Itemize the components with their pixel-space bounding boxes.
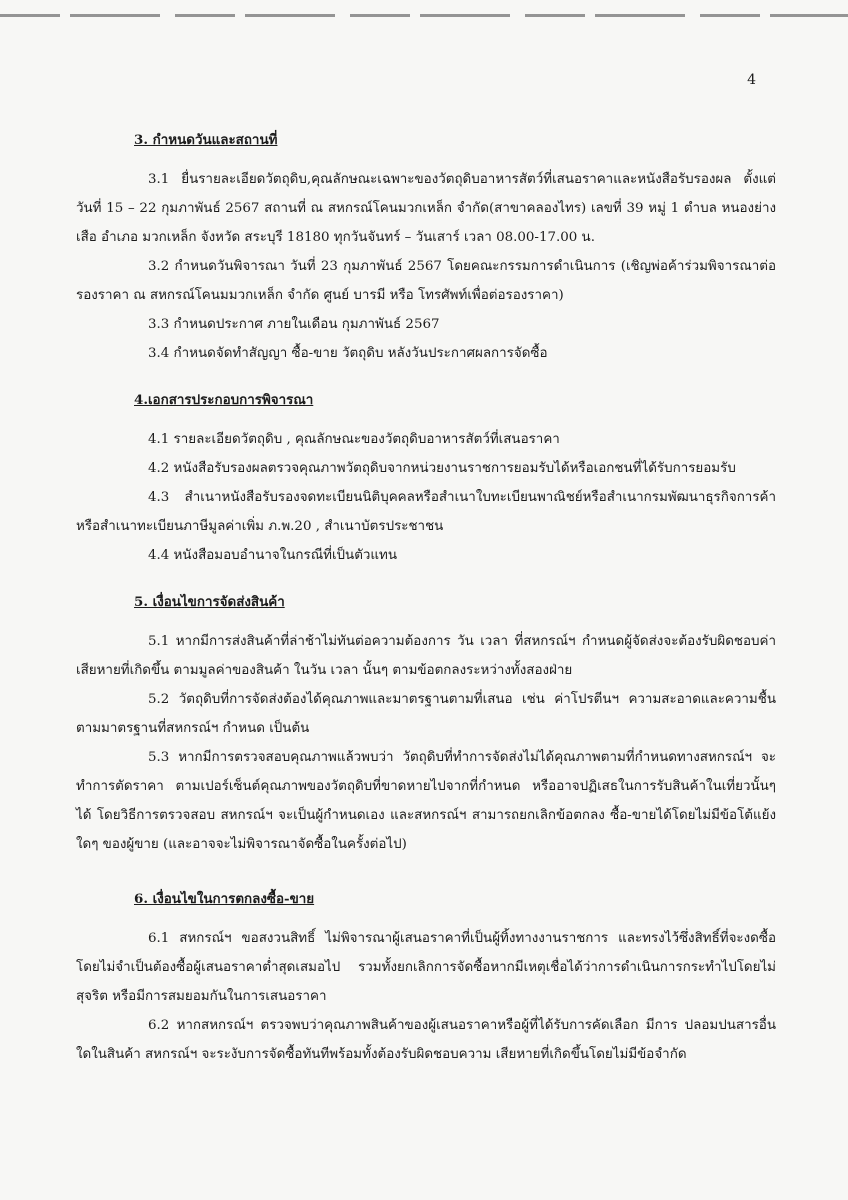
scan-edge-artifact [0, 14, 848, 17]
paragraph-3-1: 3.1 ยื่นรายละเอียดวัตถุดิบ,คุณลักษณะเฉพาะของวัตถุดิบอาหารสัตว์ที่เสนอราคาและหนังสือรับรองผล ตั้งแต่วันที่ 15 – 22 กุมภาพันธ์ 2567 สถานที่ ณ สหกรณ์โคนมวกเหล็ก จำกัด(สาขาคลองไทร) เลขที่ 39 หมู่ 1 ตำบล หนองย่างเสือ อำเภอ มวกเหล็ก จังหวัด สระบุรี 18180 ทุกวันจันทร์ – วันเสาร์ เวลา 08.00-17.00 น. [76, 172, 776, 245]
page-number: 4 [747, 72, 756, 88]
section-title-5: 5. เงื่อนไขการจัดส่งสินค้า [134, 594, 285, 610]
paragraph-5-3: 5.3 หากมีการตรวจสอบคุณภาพแล้วพบว่า วัตถุดิบที่ทำการจัดส่งไม่ได้คุณภาพตามที่กำหนดทางสหกรณ์ฯ จะทำการตัดราคา ตามเปอร์เซ็นต์คุณภาพของวัตถุดิบที่ขาดหายไปจากที่กำหนด หรืออาจปฏิเสธในการรับสินค้าในเที่ยวนั้นๆ ได้ โดยวิธีการตรวจสอบ สหกรณ์ฯ จะเป็นผู้กำหนดเอง และสหกรณ์ฯ สามารถยกเลิกข้อตกลง ซื้อ-ขายได้โดยไม่มีข้อโต้แย้งใดๆ ของผู้ขาย (และอาจจะไม่พิจารณาจัดซื้อในครั้งต่อไป) [76, 750, 776, 852]
paragraph-5-1: 5.1 หากมีการส่งสินค้าที่ล่าช้าไม่ทันต่อความต้องการ วัน เวลา ที่สหกรณ์ฯ กำหนดผู้จัดส่งจะต้องรับผิดชอบค่าเสียหายที่เกิดขึ้น ตามมูลค่าของสินค้า ในวัน เวลา นั้นๆ ตามข้อตกลงระหว่างทั้งสองฝ่าย [76, 634, 776, 678]
paragraph-3-2: 3.2 กำหนดวันพิจารณา วันที่ 23 กุมภาพันธ์ 2567 โดยคณะกรรมการดำเนินการ (เชิญพ่อค้าร่วมพิจารณาต่อรองราคา ณ สหกรณ์โคนมมวกเหล็ก จำกัด ศูนย์ บารมี หรือ โทรศัพท์เพื่อต่อรองราคา) [76, 259, 776, 303]
section-title-6: 6. เงื่อนไขในการตกลงซื้อ-ขาย [134, 891, 315, 907]
paragraph-4-2: 4.2 หนังสือรับรองผลตรวจคุณภาพวัตถุดิบจากหน่วยงานราชการยอมรับได้หรือเอกชนที่ได้รับการยอมรับ [148, 461, 736, 476]
section-title-3: 3. กำหนดวันและสถานที่ [134, 132, 278, 148]
paragraph-6-1: 6.1 สหกรณ์ฯ ขอสงวนสิทธิ์ ไม่พิจารณาผู้เสนอราคาที่เป็นผู้ทิ้งทางงานราชการ และทรงไว้ซึ่งสิทธิ์ที่จะงดซื้อโดยไม่จำเป็นต้องซื้อผู้เสนอราคาต่ำสุดเสมอไป รวมทั้งยกเลิกการจัดซื้อหากมีเหตุเชื่อได้ว่าการดำเนินการกระทำไปโดยไม่สุจริต หรือมีการสมยอมกันในการเสนอราคา [76, 931, 776, 1004]
paragraph-5-2: 5.2 วัตถุดิบที่การจัดส่งต้องได้คุณภาพและมาตรฐานตามที่เสนอ เช่น ค่าโปรตีนฯ ความสะอาดและความชื้นตามมาตรฐานที่สหกรณ์ฯ กำหนด เป็นต้น [76, 692, 776, 736]
section-title-4: 4.เอกสารประกอบการพิจารณา [134, 392, 314, 408]
paragraph-4-1: 4.1 รายละเอียดวัตถุดิบ , คุณลักษณะของวัตถุดิบอาหารสัตว์ที่เสนอราคา [148, 432, 560, 447]
paragraph-6-2: 6.2 หากสหกรณ์ฯ ตรวจพบว่าคุณภาพสินค้าของผู้เสนอราคาหรือผู้ที่ได้รับการคัดเลือก มีการ ปลอมปนสารอื่นใดในสินค้า สหกรณ์ฯ จะระงับการจัดซื้อทันทีพร้อมทั้งต้องรับผิดชอบความ เสียหายที่เกิดขึ้นโดยไม่มีข้อจำกัด [76, 1018, 776, 1062]
paragraph-3-3: 3.3 กำหนดประกาศ ภายในเดือน กุมภาพันธ์ 2567 [148, 317, 440, 332]
paragraph-4-3: 4.3 สำเนาหนังสือรับรองจดทะเบียนนิติบุคคลหรือสำเนาใบทะเบียนพาณิชย์หรือสำเนากรมพัฒนาธุรกิจการค้าหรือสำเนาทะเบียนภาษีมูลค่าเพิ่ม ภ.พ.20 , สำเนาบัตรประชาชน [76, 490, 776, 534]
paragraph-3-4: 3.4 กำหนดจัดทำสัญญา ซื้อ-ขาย วัตถุดิบ หลังวันประกาศผลการจัดซื้อ [148, 346, 548, 361]
document-body [76, 126, 776, 1069]
paragraph-4-4: 4.4 หนังสือมอบอำนาจในกรณีที่เป็นตัวแทน [148, 548, 398, 563]
